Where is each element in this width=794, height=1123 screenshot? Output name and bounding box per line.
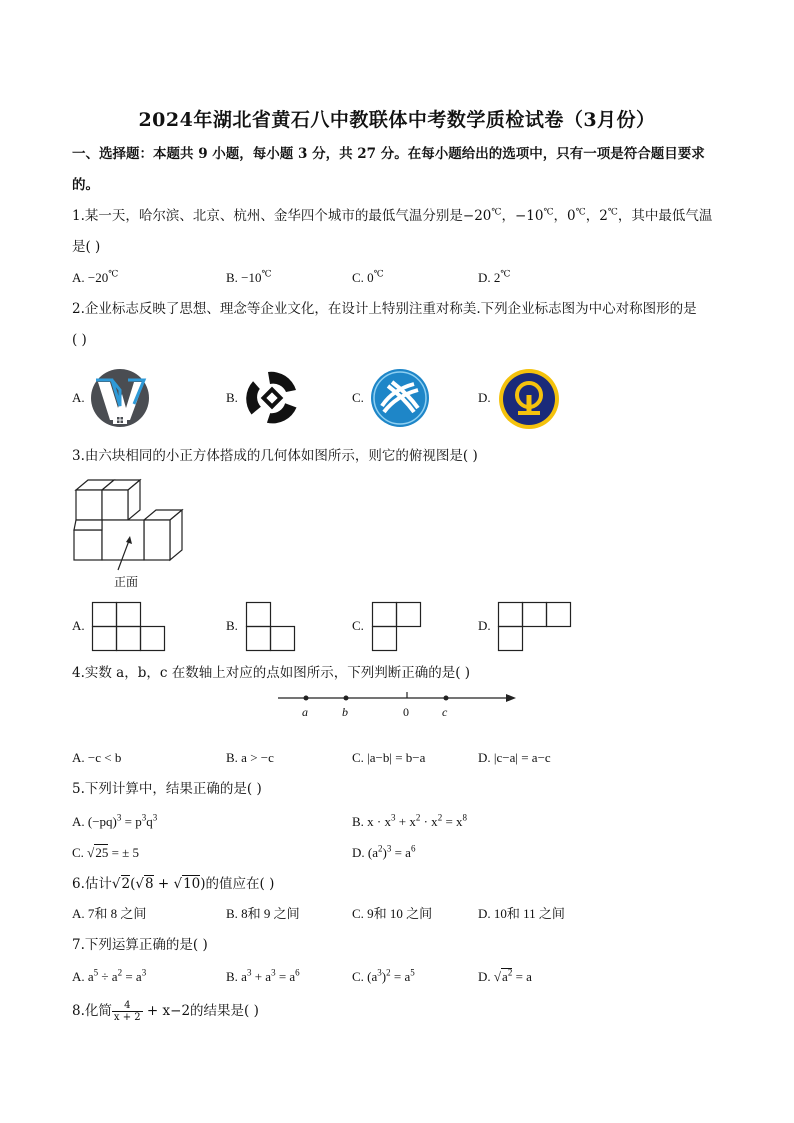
q3-option-a-label[interactable]: A. bbox=[72, 618, 85, 633]
section-heading-line1: 一、选择题：本题共 9 小题，每小题 3 分，共 27 分。在每小题给出的选项中，只有一项是符合题目要求 bbox=[72, 146, 705, 162]
q7-option-c[interactable]: C. $(a^3)^2 = a^5$ bbox=[352, 967, 415, 984]
logo-swirl-icon[interactable] bbox=[244, 370, 300, 426]
q2-stem-line1: 2.企业标志反映了思想、理念等企业文化，在设计上特别注重对称美.下列企业标志图为中心对称图形的是 bbox=[72, 301, 697, 317]
q3-option-c-label[interactable]: C. bbox=[352, 618, 364, 633]
q4-option-b[interactable]: B. a > −c bbox=[226, 750, 274, 765]
q5-option-c[interactable]: C. √25 = ± 5 bbox=[72, 845, 140, 860]
axis-label-c: c bbox=[442, 705, 448, 719]
logo-w-house-icon[interactable] bbox=[90, 368, 150, 428]
q2-option-b-label[interactable]: B. bbox=[226, 390, 238, 405]
q3-option-b-label[interactable]: B. bbox=[226, 618, 238, 633]
q6-option-c[interactable]: C. 9和 10 之间 bbox=[352, 906, 433, 921]
q8-fraction: $\frac{4}{x + 2}$ bbox=[113, 1000, 141, 1023]
q5-option-a[interactable]: A. $(-pq)^3 = p^3q^3$ bbox=[72, 812, 158, 829]
q2-option-a-label[interactable]: A. bbox=[72, 390, 85, 405]
q5-option-d[interactable]: D. $(a^2)^3 = a^6$ bbox=[352, 843, 416, 860]
q2-stem-line2: ( ) bbox=[72, 332, 87, 348]
q7-option-d[interactable]: D. $√a^2 = a$ bbox=[478, 967, 532, 984]
q4-option-c[interactable]: C. |a−b| = b−a bbox=[352, 750, 426, 765]
q4-stem: 4.实数 a，b，c 在数轴上对应的点如图所示，下列判断正确的是( ) bbox=[72, 665, 471, 681]
q3-option-d-label[interactable]: D. bbox=[478, 618, 491, 633]
q1-stem-line2: 是( ) bbox=[72, 239, 101, 255]
front-view-label: 正面 bbox=[114, 575, 139, 589]
logo-railway-icon[interactable] bbox=[498, 368, 560, 430]
section-heading-line2: 的。 bbox=[72, 177, 99, 193]
q6-option-a[interactable]: A. 7和 8 之间 bbox=[72, 906, 147, 921]
axis-label-b: b bbox=[342, 705, 348, 719]
page-title: 2024年湖北省黄石八中教联体中考数学质检试卷（3月份） bbox=[138, 109, 656, 131]
q1-option-a[interactable]: A. −20℃ bbox=[72, 268, 119, 285]
point-c bbox=[444, 696, 449, 701]
q4-option-d[interactable]: D. |c−a| = a−c bbox=[478, 750, 551, 765]
q3-option-b-figure[interactable] bbox=[246, 602, 296, 652]
number-line-figure bbox=[276, 688, 520, 720]
logo-blue-circle-icon[interactable] bbox=[370, 368, 430, 428]
q3-option-a-figure[interactable] bbox=[92, 602, 166, 652]
q6-stem: 6.估计√2(√8 + √10)的值应在( ) bbox=[72, 876, 275, 892]
q2-option-d-label[interactable]: D. bbox=[478, 390, 491, 405]
axis-label-a: a bbox=[302, 705, 308, 719]
q7-stem: 7.下列运算正确的是( ) bbox=[72, 937, 208, 953]
q7-option-b[interactable]: B. $a^3 + a^3 = a^6$ bbox=[226, 967, 300, 984]
q7-option-a[interactable]: A. $a^5 \div a^2 = a^3$ bbox=[72, 967, 147, 984]
q1-option-c[interactable]: C. 0℃ bbox=[352, 268, 384, 285]
point-b bbox=[344, 696, 349, 701]
q1-option-d[interactable]: D. 2℃ bbox=[478, 268, 511, 285]
q6-option-d[interactable]: D. 10和 11 之间 bbox=[478, 906, 565, 921]
q8-stem: 8.化简 $\frac{4}{x + 2}$ + x−2的结果是( ) bbox=[72, 1000, 259, 1023]
q5-stem: 5.下列计算中，结果正确的是( ) bbox=[72, 781, 262, 797]
q3-option-c-figure[interactable] bbox=[372, 602, 422, 652]
point-a bbox=[304, 696, 309, 701]
q1-stem-line1: 1.某一天，哈尔滨、北京、杭州、金华四个城市的最低气温分别是−20℃，−10℃，0℃，2℃，其中最低气温 bbox=[72, 207, 713, 224]
q1-option-b[interactable]: B. −10℃ bbox=[226, 268, 272, 285]
q3-option-d-figure[interactable] bbox=[498, 602, 572, 652]
q4-option-a[interactable]: A. −c < b bbox=[72, 750, 122, 765]
q6-option-b[interactable]: B. 8和 9 之间 bbox=[226, 906, 300, 921]
q2-option-c-label[interactable]: C. bbox=[352, 390, 364, 405]
q5-option-b[interactable]: B. $x \cdot x^3 + x^2 \cdot x^2 = x^8$ bbox=[352, 812, 468, 829]
axis-label-zero: 0 bbox=[403, 705, 409, 719]
q3-stem: 3.由六块相同的小正方体搭成的几何体如图所示，则它的俯视图是( ) bbox=[72, 448, 478, 464]
